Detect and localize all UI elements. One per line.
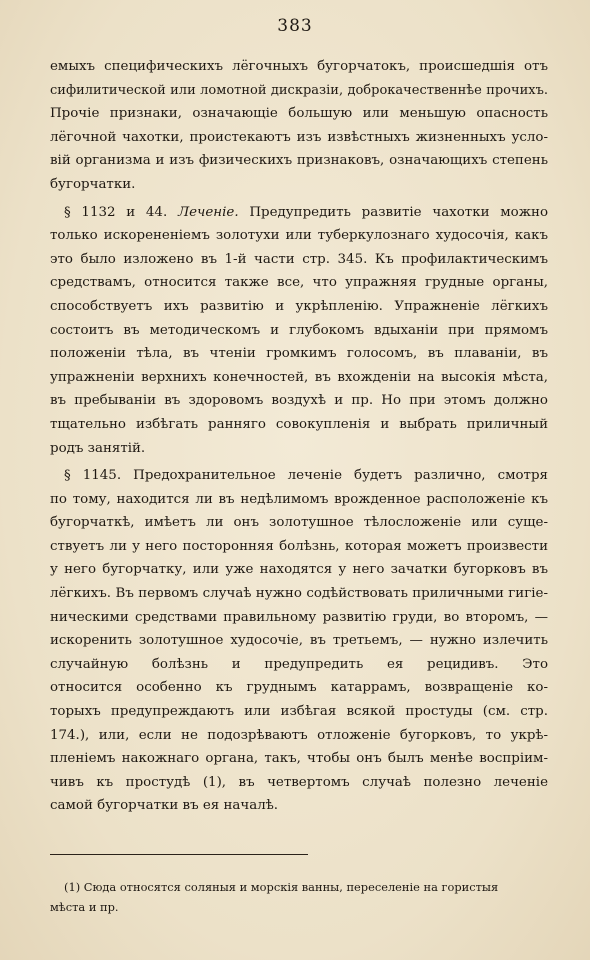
section-lead: § 1132 и 44. — [64, 204, 168, 220]
text-line — [50, 464, 548, 488]
text-line: родъ занятій. — [50, 440, 146, 456]
text-line: ствуетъ ли у него посторонняя болѣзнь, которая можетъ произвести — [50, 538, 548, 554]
footnote — [50, 877, 550, 917]
text-line: бугорчаткѣ, имѣетъ ли онъ золотушное тѣлосложеніе или суще- — [50, 515, 548, 531]
body-text — [50, 55, 548, 822]
paragraph-2 — [50, 201, 548, 461]
text-line: состоитъ въ методическомъ и глубокомъ вдыханіи при прямомъ — [50, 322, 548, 338]
footnote-line: мѣста и пр. — [50, 900, 119, 914]
text-line: чивъ къ простудѣ (1), въ четвертомъ случаѣ полезно леченіе — [50, 774, 548, 790]
text-line: Прочіе признаки, означающіе большую или меньшую опасность — [50, 106, 548, 122]
text-line: емыхъ специфическихъ лёгочныхъ бугорчатокъ, происшедшія отъ — [50, 59, 548, 74]
text-fragment: Предупредить развитіе чахотки можно — [249, 204, 549, 220]
text-line: только искорененіемъ золотухи или туберкулознаго худосочія, какъ — [50, 228, 548, 244]
footnote-divider — [50, 854, 308, 855]
text-line: самой бугорчатки въ ея началѣ. — [50, 798, 279, 814]
paragraph-3 — [50, 464, 548, 818]
paragraph-1 — [50, 55, 548, 197]
text-line: пленіемъ накожнаго органа, такъ, чтобы онъ былъ менѣе воспріим- — [50, 751, 548, 767]
text-line: бугорчатки. — [50, 176, 136, 192]
text-line: искоренить золотушное худосочіе, въ третьемъ, — нужно излечить — [50, 633, 548, 649]
text-line: тщательно избѣгать ранняго совокупленія и выбрать приличный — [50, 416, 548, 432]
text-line: лёгочной чахотки, проистекаютъ изъ извѣстныхъ жизненныхъ усло- — [50, 129, 548, 145]
text-line: это было изложено въ 1-й части стр. 345. Къ профилактическимъ — [50, 251, 548, 267]
text-line: въ пребываніи въ здоровомъ воздухѣ и пр. Но при этомъ должно — [50, 393, 548, 409]
text-line — [50, 201, 548, 225]
text-line: средствамъ, относится также все, что упражняя грудные органы, — [50, 275, 548, 291]
section-heading-italic: Леченіе. — [177, 204, 239, 220]
text-line: сифилитической или ломотной дискразіи, доброкачественнѣе прочихъ. — [50, 82, 548, 98]
text-line: вій организма и изъ физическихъ признаковъ, означающихъ степень — [50, 153, 548, 169]
text-line: способствуетъ ихъ развитію и укрѣпленію. Упражненіе лёгкихъ — [50, 298, 548, 314]
text-line: относится особенно къ груднымъ катаррамъ, возвращеніе ко- — [50, 680, 548, 696]
text-line: положеніи тѣла, въ чтеніи громкимъ голосомъ, въ плаваніи, въ — [50, 346, 548, 362]
section-lead: § 1145. — [64, 468, 122, 484]
text-line: лёгкихъ. Въ первомъ случаѣ нужно содѣйствовать приличными гигіе- — [50, 586, 548, 602]
text-line: ническими средствами правильному развитію груди, во второмъ, — — [50, 609, 548, 625]
text-line: случайную болѣзнь и предупредить ея рецидивъ. Это — [50, 656, 548, 672]
text-fragment: Предохранительное леченіе будетъ различно, смотря — [133, 468, 548, 484]
text-line: упражненіи верхнихъ конечностей, въ вхожденіи на высокія мѣста, — [50, 369, 548, 385]
page-number: 383 — [277, 16, 313, 36]
text-line: по тому, находится ли въ недѣлимомъ врожденное расположеніе къ — [50, 491, 548, 507]
text-line: у него бугорчатку, или уже находятся у него зачатки бугорковъ въ — [50, 562, 548, 578]
text-line: торыхъ предупреждаютъ или избѣгая всякой простуды (см. стр. — [50, 704, 548, 720]
footnote-line: (1) Сюда относятся соляныя и морскія ванны, переселеніе на гористыя — [64, 880, 499, 894]
text-line: 174.), или, если не подозрѣваютъ отложеніе бугорковъ, то укрѣ- — [50, 727, 548, 743]
